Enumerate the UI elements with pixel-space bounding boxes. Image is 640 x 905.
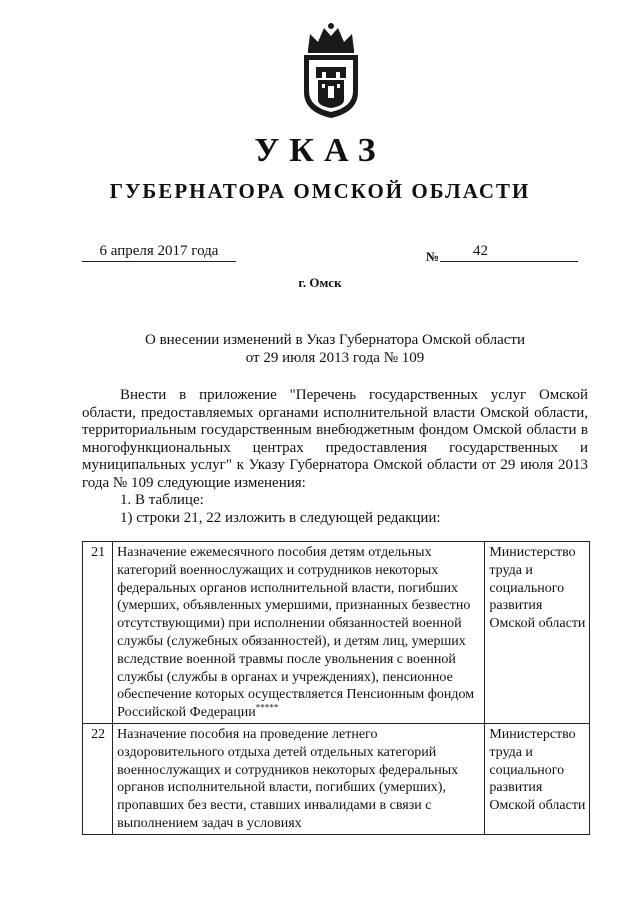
decree-subject (0, 331, 640, 367)
subject-line-2: от 29 июля 2013 года № 109 (245, 350, 425, 366)
item-1: 1. В таблице: (120, 492, 204, 508)
responsible-body: Министерство труда и социального развития Омской области (485, 542, 590, 724)
service-description: Назначение пособия на проведение летнего оздоровительного отдыха детей отдельных категорий военнослужащих и сотрудников некоторых федеральных органов исполнительной власти, погибших (умерших), пропавших без вести, ставших инвалидами в связи с выполнением задач в условиях (113, 723, 485, 834)
decree-number-label: № (426, 249, 440, 264)
responsible-body: Министерство труда и социального развития Омской области (485, 723, 590, 834)
intro-paragraph: Внести в приложение "Перечень государственных услуг Омской области, предоставляемых органами исполнительной власти Омской области, территориальным государственным внебюджетным фондом Омской области в многофункциональных центрах предоставления государственных и муниципальных услуг" к Указу Губернатора Омской области от 29 июля 2013 года № 109 следующие изменения: (82, 387, 588, 491)
omsk-coat-of-arms-icon (296, 22, 366, 120)
table-row (83, 542, 590, 724)
services-table (82, 541, 590, 835)
service-text: Назначение ежемесячного пособия детям отдельных категорий военнослужащих и сотрудников некоторых федеральных органов исполнительной власти, погибших (умерших, объявленных умершими, признанных безвестно отсутствующими) при исполнении обязанностей военной службы (служебных обязанностей), и детям лиц, умерших вследствие военной травмы после увольнения с военной службы (службы в органах и учреждениях), пенсионное обеспечение которых осуществляется Пенсионным фондом Российской Федерации (117, 545, 475, 721)
service-description (113, 542, 485, 724)
issuer-title: ГУБЕРНАТОРА ОМСКОЙ ОБЛАСТИ (109, 179, 531, 203)
decree-city: г. Омск (298, 275, 342, 290)
decree-date: 6 апреля 2017 года (82, 243, 236, 262)
subitem-1: 1) строки 21, 22 изложить в следующей редакции: (120, 509, 441, 526)
row-number: 21 (83, 542, 113, 724)
subject-line-1: О внесении изменений в Указ Губернатора Омской области (145, 332, 525, 348)
table-row (83, 723, 590, 834)
decree-body (82, 387, 588, 527)
document-type-title: УКАЗ (254, 132, 386, 169)
footnote-marker: ***** (255, 702, 279, 713)
row-number: 22 (83, 723, 113, 834)
decree-number: 42 (440, 243, 578, 262)
